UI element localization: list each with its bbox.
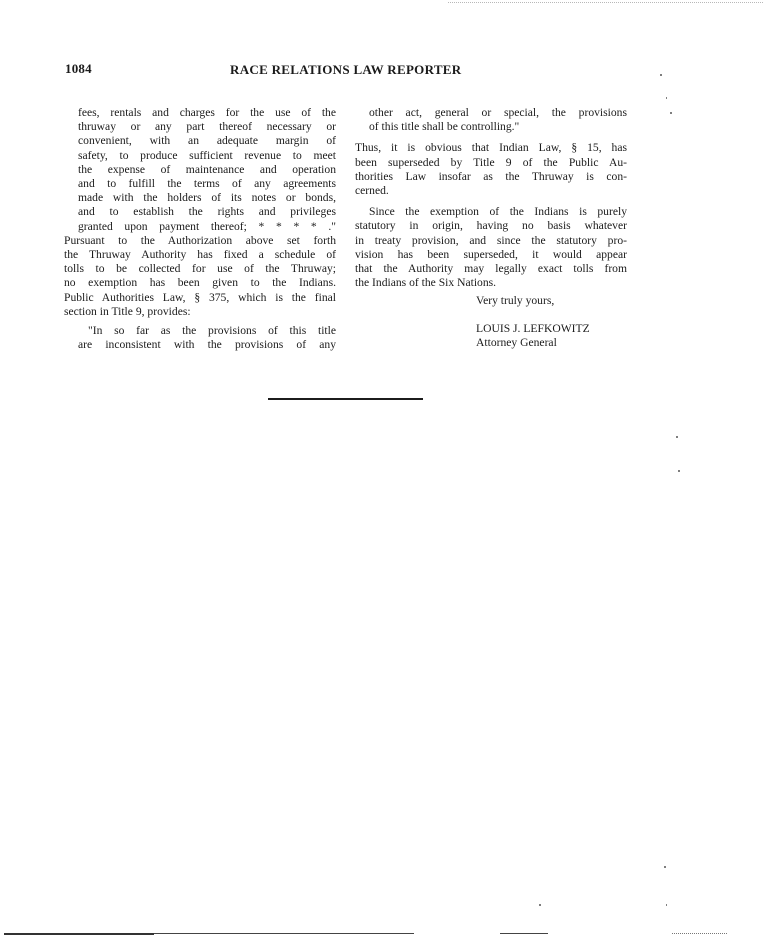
signer-name: LOUIS J. LEFKOWITZ [476, 321, 590, 335]
scan-speck [666, 97, 667, 99]
page-number: 1084 [65, 61, 92, 76]
body-paragraph [355, 141, 627, 198]
running-title: RACE RELATIONS LAW REPORTER [230, 62, 462, 77]
text-line: cerned. [355, 184, 389, 198]
signer-title: Attorney General [476, 335, 557, 349]
bottom-edge-line [500, 933, 548, 934]
text-line: other act, general or special, the provisions [369, 106, 627, 119]
scan-speck [678, 470, 680, 472]
body-paragraph [355, 205, 627, 290]
statute-quote-continuation [64, 106, 336, 234]
scan-speck [670, 112, 672, 114]
text-line: Pursuant to the Authorization above set forth [64, 233, 336, 247]
text-line: the expense of maintenance and operation [78, 162, 336, 176]
text-line: Public Authorities Law, § 375, which is the final [64, 290, 336, 304]
text-line: that the Authority may legally exact tolls from [355, 262, 627, 276]
statute-quote [64, 324, 336, 352]
text-line: Thus, it is obvious that Indian Law, § 15, has [355, 141, 627, 155]
text-line: made with the holders of its notes or bonds, [78, 191, 336, 205]
text-line: and to fulfill the terms of any agreements [78, 177, 336, 191]
text-line: fees, rentals and charges for the use of the [78, 106, 336, 119]
bottom-edge-line [4, 933, 154, 935]
text-line: the Thruway Authority has fixed a schedule of [64, 248, 336, 262]
scan-speck [539, 904, 541, 906]
right-column [355, 106, 627, 350]
bottom-edge-line [154, 933, 414, 934]
text-line: are inconsistent with the provisions of any [78, 338, 336, 352]
text-line: of this title shall be controlling." [369, 120, 520, 134]
body-paragraph [64, 234, 336, 319]
text-line: vision has been superseded, it would appear [355, 247, 627, 261]
scan-speck [664, 866, 666, 868]
text-line: in treaty provision, and since the statutory pro- [355, 233, 627, 247]
section-end-rule [268, 398, 423, 400]
text-line: section in Title 9, provides: [64, 304, 191, 318]
text-line: convenient, with an adequate margin of [78, 134, 336, 148]
top-edge-dotted-line [448, 2, 763, 3]
text-line: safety, to produce sufficient revenue to meet [78, 148, 336, 162]
statute-quote-ending [355, 106, 627, 134]
text-line: granted upon payment thereof; * * * * ." [78, 219, 336, 233]
text-line: "In so far as the provisions of this title [88, 324, 336, 338]
text-line: Since the exemption of the Indians is purely [369, 205, 627, 219]
text-line: the Indians of the Six Nations. [355, 276, 497, 290]
text-line: been superseded by Title 9 of the Public Au- [355, 155, 627, 169]
text-line: no exemption has been given to the Indians. [64, 276, 336, 290]
scan-speck [666, 904, 667, 906]
text-line: tolls to be collected for use of the Thruway; [64, 262, 336, 276]
text-line: and to establish the rights and privileges [78, 205, 336, 219]
text-line: thorities Law insofar as the Thruway is con- [355, 169, 627, 183]
left-column [64, 106, 336, 352]
scan-speck [660, 74, 662, 76]
letter-closing: Very truly yours, [476, 294, 555, 308]
bottom-edge-line [672, 933, 727, 934]
text-line: thruway or any part thereof necessary or [78, 120, 336, 134]
text-line: statutory in origin, having no basis whatever [355, 219, 627, 233]
scan-speck [676, 436, 678, 438]
